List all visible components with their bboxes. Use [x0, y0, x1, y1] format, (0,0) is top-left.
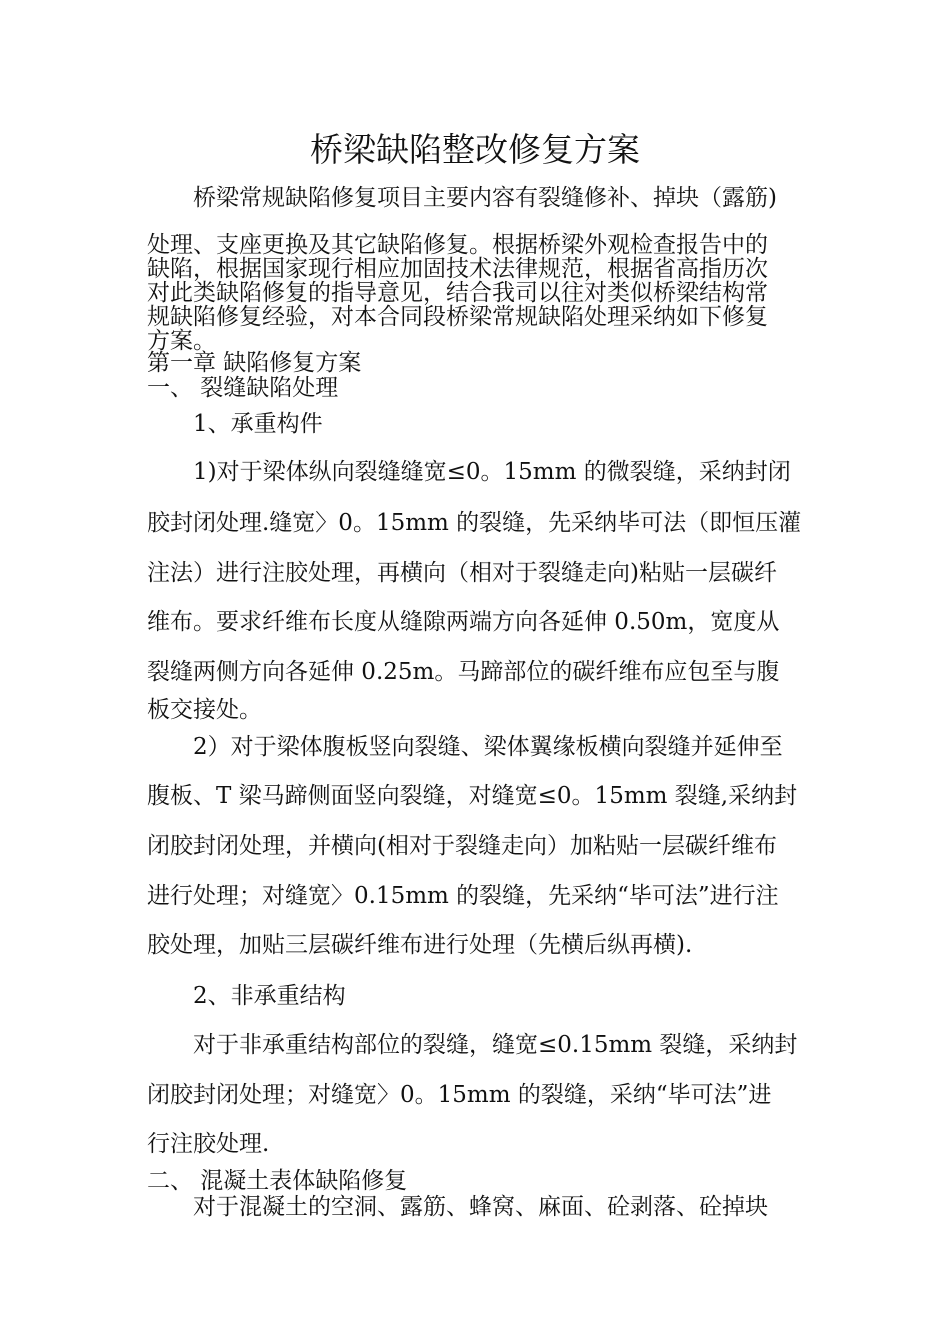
paragraph-line: 对于非承重结构部位的裂缝，缝宽≤0.15mm 裂缝，采纳封 [193, 1032, 798, 1058]
paragraph-line: 对于混凝土的空洞、露筋、蜂窝、麻面、砼剥落、砼掉块 [193, 1194, 768, 1220]
paragraph-line: 裂缝两侧方向各延伸 0.25m。马蹄部位的碳纤维布应包至与腹 [147, 659, 780, 685]
chapter-heading: 第一章 缺陷修复方案 [147, 350, 362, 376]
paragraph-line: 腹板、T 梁马蹄侧面竖向裂缝，对缝宽≤0。15mm 裂缝,采纳封 [147, 783, 798, 809]
document-title: 桥梁缺陷整改修复方案 [310, 130, 640, 169]
section-heading-cracks: 一、 裂缝缺陷处理 [147, 375, 339, 401]
paragraph-line: 胶处理，加贴三层碳纤维布进行处理（先横后纵再横). [147, 932, 693, 958]
paragraph-line: 胶封闭处理.缝宽〉0。15mm 的裂缝，先采纳毕可法（即恒压灌 [147, 510, 802, 536]
intro-line: 方案。 [147, 328, 216, 354]
paragraph-line: 1)对于梁体纵向裂缝缝宽≤0。15mm 的微裂缝，采纳封闭 [193, 459, 791, 485]
intro-line: 桥梁常规缺陷修复项目主要内容有裂缝修补、掉块（露筋) [193, 185, 777, 211]
subsection-heading-load-bearing: 1、承重构件 [193, 411, 323, 437]
paragraph-line: 行注胶处理. [147, 1131, 270, 1157]
paragraph-line: 闭胶封闭处理，并横向(相对于裂缝走向）加粘贴一层碳纤维布 [147, 833, 777, 859]
paragraph-line: 2）对于梁体腹板竖向裂缝、梁体翼缘板横向裂缝并延伸至 [193, 734, 783, 760]
paragraph-line: 维布。要求纤维布长度从缝隙两端方向各延伸 0.50m，宽度从 [147, 609, 780, 635]
intro-line: 缺陷，根据国家现行相应加固技术法律规范，根据省高指历次 [147, 256, 768, 282]
section-heading-concrete: 二、 混凝土表体缺陷修复 [147, 1168, 408, 1194]
intro-line: 规缺陷修复经验，对本合同段桥梁常规缺陷处理采纳如下修复 [147, 304, 768, 330]
subsection-heading-non-load-bearing: 2、非承重结构 [193, 983, 346, 1009]
intro-line: 处理、支座更换及其它缺陷修复。根据桥梁外观检查报告中的 [147, 232, 768, 258]
intro-line: 对此类缺陷修复的指导意见，结合我司以往对类似桥梁结构常 [147, 280, 768, 306]
paragraph-line: 闭胶封闭处理；对缝宽〉0。15mm 的裂缝，采纳“毕可法”进 [147, 1082, 772, 1108]
paragraph-line: 板交接处。 [147, 697, 262, 723]
paragraph-line: 进行处理；对缝宽〉0.15mm 的裂缝，先采纳“毕可法”进行注 [147, 883, 779, 909]
paragraph-line: 注法）进行注胶处理，再横向（相对于裂缝走向)粘贴一层碳纤 [147, 560, 777, 586]
